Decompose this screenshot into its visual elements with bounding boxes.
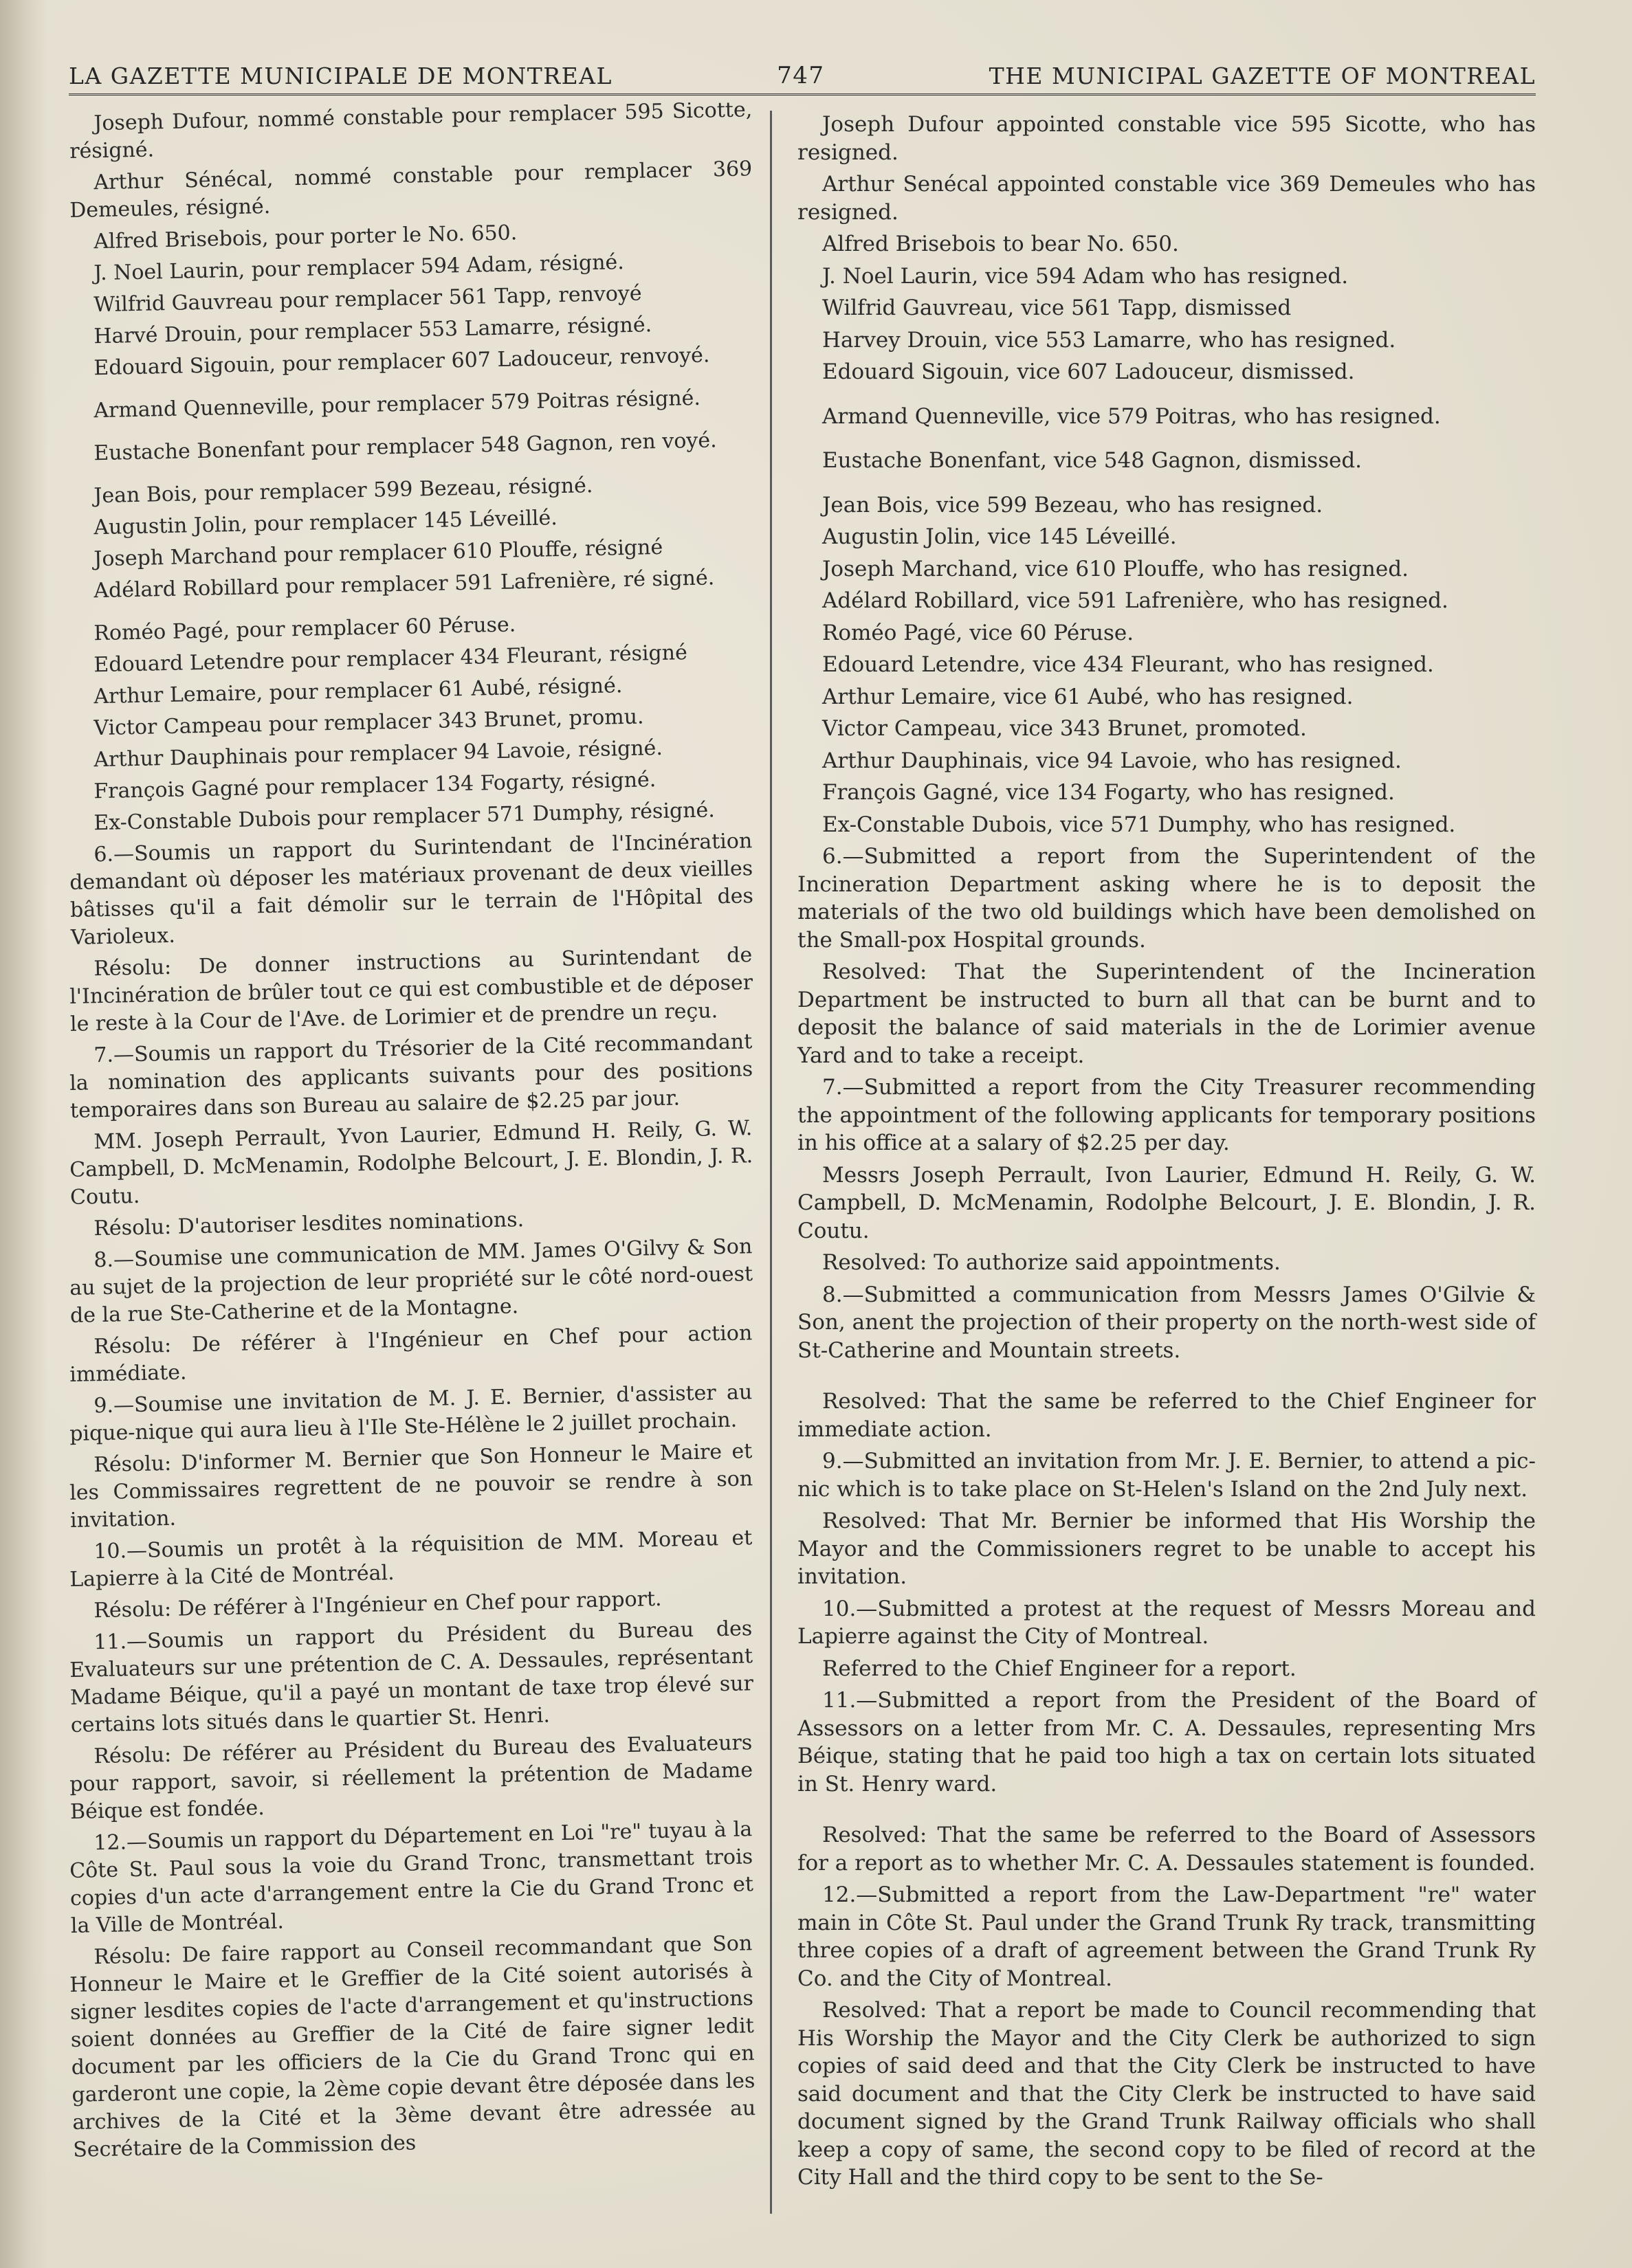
fr-paragraph: Résolu: D'informer M. Bernier que Son Honneur le Maire et les Commissaires regrettent de ne pouvoir se rendre à son invitation. <box>69 1439 753 1533</box>
fr-paragraph: Eustache Bonenfant pour remplacer 548 Gagnon, ren voyé. <box>93 428 717 466</box>
binding-shadow <box>0 0 48 2268</box>
en-paragraph: Roméo Pagé, vice 60 Péruse. <box>822 620 1134 645</box>
en-paragraph: Resolved: That Mr. Bernier be informed that His Worship the Mayor and the Commissioners regret to be unable to accept his invitation. <box>797 1509 1536 1589</box>
en-paragraph: 7.—Submitted a report from the City Treasurer recommending the appointment of the following applicants for temporary positions in his office at a salary of $2.25 per day. <box>797 1075 1536 1155</box>
en-paragraph: Messrs Joseph Perrault, Ivon Laurier, Edmund H. Reily, G. W. Campbell, D. McMenamin, Rodolphe Belcourt, J. E. Blondin, J. R. Coutu. <box>797 1162 1536 1243</box>
fr-paragraph: Wilfrid Gauvreau pour remplacer 561 Tapp, renvoyé <box>93 281 642 318</box>
fr-paragraph: Joseph Dufour, nommé constable pour remplacer 595 Sicotte, résigné. <box>69 98 753 164</box>
en-paragraph: Arthur Senécal appointed constable vice 369 Demeules who has resigned. <box>797 172 1536 225</box>
en-paragraph: 6.—Submitted a report from the Superintendent of the Incineration Department asking where he is to deposit the materials of the two old buildings which have been demolished on the Small-pox Hospital grounds. <box>797 844 1536 953</box>
fr-paragraph: Edouard Sigouin, pour remplacer 607 Ladouceur, renvoyé. <box>93 343 710 381</box>
en-paragraph: Armand Quenneville, vice 579 Poitras, who has resigned. <box>822 403 1441 429</box>
fr-paragraph: Arthur Dauphinais pour remplacer 94 Lavoie, résigné. <box>93 735 663 772</box>
en-paragraph: Resolved: To authorize said appointments. <box>822 1250 1281 1275</box>
en-paragraph: Adélard Robillard, vice 591 Lafrenière, who has resigned. <box>822 588 1448 613</box>
page-header <box>69 48 1536 96</box>
fr-paragraph: Résolu: De donner instructions au Surintendant de l'Incinération de brûler tout ce qui est combustible et de déposer le reste à la Cour de l'Ave. de Lorimier et de prendre un reçu. <box>69 943 753 1036</box>
fr-paragraph: 9.—Soumise une invitation de M. J. E. Bernier, d'assister au pique-nique qui aura lieu à l'Ile Ste-Hélène le 2 juillet prochain. <box>69 1380 753 1446</box>
en-paragraph: Wilfrid Gauvreau, vice 561 Tapp, dismissed <box>822 296 1292 320</box>
en-paragraph: Alfred Brisebois to bear No. 650. <box>822 232 1179 256</box>
header-english-title: THE MUNICIPAL GAZETTE OF MONTREAL <box>989 63 1536 89</box>
english-column <box>770 111 1536 2196</box>
fr-paragraph: François Gagné pour remplacer 134 Fogarty, résigné. <box>93 768 657 804</box>
fr-paragraph: Arthur Lemaire, pour remplacer 61 Aubé, résigné. <box>93 674 623 709</box>
page-number: 747 <box>777 62 825 89</box>
fr-paragraph: Adélard Robillard pour remplacer 591 Lafrenière, ré signé. <box>93 566 715 603</box>
en-paragraph: François Gagné, vice 134 Fogarty, who has resigned. <box>822 780 1395 805</box>
fr-paragraph: Résolu: D'autoriser lesdites nominations. <box>93 1208 525 1241</box>
en-paragraph: Victor Campeau, vice 343 Brunet, promoted. <box>822 716 1307 741</box>
fr-paragraph: 12.—Soumis un rapport du Département en Loi "re" tuyau à la Côte St. Paul sous la voie du Grand Tronc, transmettant trois copies d'un acte d'arrangement entre la Cie du Grand Tronc et la Ville de Montréal. <box>69 1817 754 1938</box>
fr-paragraph: Ex-Constable Dubois pour remplacer 571 Dumphy, résigné. <box>93 798 716 836</box>
fr-paragraph: Harvé Drouin, pour remplacer 553 Lamarre, résigné. <box>93 313 652 349</box>
en-paragraph: 12.—Submitted a report from the Law-Department "re" water main in Côte St. Paul under the Grand Trunk Ry track, transmitting three copies of a draft of agreement between the Grand Trunk Ry Co. and the City of Montreal. <box>797 1882 1536 1991</box>
fr-paragraph: Résolu: De référer au Président du Bureau des Evaluateurs pour rapport, savoir, si réellement la prétention de Madame Béique est fondée. <box>69 1731 753 1824</box>
en-paragraph: Edouard Letendre, vice 434 Fleurant, who has resigned. <box>822 652 1434 677</box>
fr-paragraph: Résolu: De référer à l'Ingénieur en Chef pour rapport. <box>93 1586 662 1623</box>
fr-paragraph: Roméo Pagé, pour remplacer 60 Péruse. <box>93 612 516 646</box>
fr-paragraph: Résolu: De référer à l'Ingénieur en Chef pour action immédiate. <box>69 1321 753 1387</box>
french-column <box>69 98 770 2196</box>
en-paragraph: Eustache Bonenfant, vice 548 Gagnon, dismissed. <box>822 448 1363 473</box>
en-paragraph: Joseph Dufour appointed constable vice 595 Sicotte, who has resigned. <box>797 112 1536 165</box>
fr-paragraph: 7.—Soumis un rapport du Trésorier de la Cité recommandant la nomination des applicants suivants pour des positions temporaires dans son Bureau au salaire de $2.25 par jour. <box>69 1030 753 1123</box>
fr-paragraph: 11.—Soumis un rapport du Président du Bureau des Evaluateurs sur une prétention de C. A. Dessaules, représentant Madame Béique, qu'il a payé un montant de taxe trop élevé sur certains lots situés dans le quartier St. Henri. <box>69 1616 754 1737</box>
two-column-body <box>69 98 1536 2196</box>
fr-paragraph: Jean Bois, pour remplacer 599 Bezeau, résigné. <box>93 474 593 509</box>
en-paragraph: Joseph Marchand, vice 610 Plouffe, who has resigned. <box>822 556 1409 581</box>
en-paragraph: Resolved: That the same be referred to the Chief Engineer for immediate action. <box>797 1389 1536 1442</box>
fr-paragraph: MM. Joseph Perrault, Yvon Laurier, Edmund H. Reily, G. W. Campbell, D. McMenamin, Rodolphe Belcourt, J. E. Blondin, J. R. Coutu. <box>69 1116 753 1210</box>
fr-paragraph: Victor Campeau pour remplacer 343 Brunet, promu. <box>93 704 644 741</box>
fr-paragraph: Résolu: De faire rapport au Conseil recommandant que Son Honneur le Maire et le Greffier de la Cité soient autorisés à signer lesdites copies de l'acte d'arrangement et qu'instructions soient données au Greffier de la Cité de faire signer ledit document par les officiers de la Cie du Grand Tronc qui en garderont une copie, la 2ème copie devant être déposée dans les archives de la Cité et la 3ème devant être adressée au Secrétaire de la Commission des <box>69 1931 756 2162</box>
en-paragraph: 8.—Submitted a communication from Messrs James O'Gilvie & Son, anent the projection of their property on the north-west side of St-Catherine and Mountain streets. <box>797 1282 1536 1363</box>
en-paragraph: Resolved: That the Superintendent of the Incineration Department be instructed to burn all that can be burnt and to deposit the balance of said materials in the de Lorimier avenue Yard and to take a receipt. <box>797 959 1536 1068</box>
en-paragraph: 10.—Submitted a protest at the request of Messrs Moreau and Lapierre against the City of Montreal. <box>797 1596 1536 1649</box>
fr-paragraph: Edouard Letendre pour remplacer 434 Fleurant, résigné <box>93 641 688 678</box>
en-paragraph: Resolved: That a report be made to Council recommending that His Worship the Mayor and the City Clerk be authorized to sign copies of said deed and that the City Clerk be instructed to have said document and that the City Clerk be instructed to have said document signed by the Grand Trunk Railway officials who shall keep a copy of same, the second copy to be filed of record at the City Hall and the third copy to be sent to the Se- <box>797 1998 1536 2190</box>
fr-paragraph: 10.—Soumis un protêt à la réquisition de MM. Moreau et Lapierre à la Cité de Montréal. <box>69 1526 753 1592</box>
header-french-title: LA GAZETTE MUNICIPALE DE MONTREAL <box>69 63 613 89</box>
fr-paragraph: 6.—Soumis un rapport du Surintendant de l'Incinération demandant où déposer les matériaux provenant de deux vieilles bâtisses qu'il a fait démolir sur le terrain de l'Hôpital des Varioleux. <box>69 829 754 950</box>
en-paragraph: J. Noel Laurin, vice 594 Adam who has resigned. <box>822 263 1349 289</box>
en-paragraph: Referred to the Chief Engineer for a report. <box>822 1656 1297 1681</box>
en-paragraph: Jean Bois, vice 599 Bezeau, who has resigned. <box>822 492 1323 518</box>
en-paragraph: Ex-Constable Dubois, vice 571 Dumphy, who has resigned. <box>822 812 1456 837</box>
en-paragraph: Arthur Dauphinais, vice 94 Lavoie, who has resigned. <box>822 748 1402 773</box>
fr-paragraph: Armand Quenneville, pour remplacer 579 Poitras résigné. <box>93 386 701 423</box>
en-paragraph: Edouard Sigouin, vice 607 Ladouceur, dismissed. <box>822 359 1355 384</box>
fr-paragraph: Joseph Marchand pour remplacer 610 Plouffe, résigné <box>93 535 663 572</box>
en-paragraph: Harvey Drouin, vice 553 Lamarre, who has resigned. <box>822 327 1396 353</box>
fr-paragraph: Alfred Brisebois, pour porter le No. 650. <box>93 221 518 254</box>
column-divider <box>770 111 772 2214</box>
fr-paragraph: J. Noel Laurin, pour remplacer 594 Adam, résigné. <box>93 250 625 286</box>
fr-paragraph: 8.—Soumise une communication de MM. James O'Gilvy & Son au sujet de la projection de leur propriété sur le côté nord-ouest de la rue Ste-Catherine et de la Montagne. <box>69 1234 753 1328</box>
en-paragraph: Arthur Lemaire, vice 61 Aubé, who has resigned. <box>822 684 1354 709</box>
en-paragraph: 9.—Submitted an invitation from Mr. J. E. Bernier, to attend a pic-nic which is to take place on St-Helen's Island on the 2nd July next. <box>797 1449 1536 1502</box>
en-paragraph: 11.—Submitted a report from the President of the Board of Assessors on a letter from Mr. C. A. Dessaules, representing Mrs Béique, stating that he paid too high a tax on certain lots situated in St. Henry ward. <box>797 1688 1536 1797</box>
en-paragraph: Resolved: That the same be referred to the Board of Assessors for a report as to whether Mr. C. A. Dessaules statement is founded. <box>797 1823 1536 1876</box>
fr-paragraph: Arthur Sénécal, nommé constable pour remplacer 369 Demeules, résigné. <box>69 157 753 223</box>
fr-paragraph: Augustin Jolin, pour remplacer 145 Léveillé. <box>93 506 558 540</box>
en-paragraph: Augustin Jolin, vice 145 Léveillé. <box>822 524 1177 549</box>
